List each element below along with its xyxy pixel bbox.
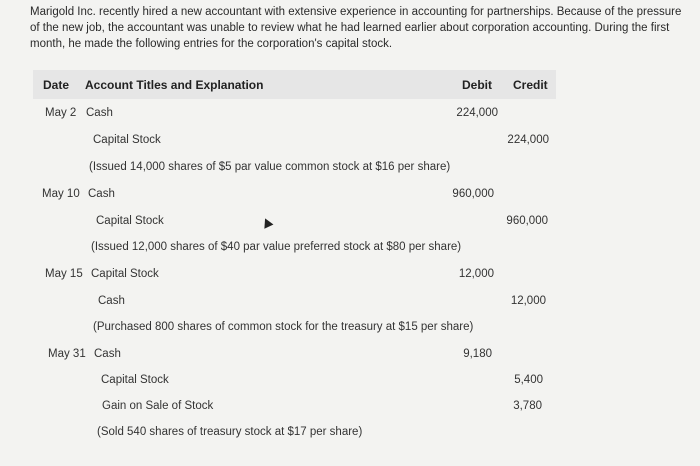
entry-explanation: (Issued 14,000 shares of $5 par value common stock at $16 per share) [89, 161, 451, 173]
entry-explanation: (Sold 540 shares of treasury stock at $17 per share) [97, 426, 363, 438]
journal-header [33, 70, 556, 99]
credit-account: Capital Stock [101, 374, 169, 386]
debit-amount: 224,000 [456, 107, 498, 119]
debit-account: Cash [86, 107, 113, 119]
credit-amount: 224,000 [507, 134, 549, 146]
entry-explanation: (Issued 12,000 shares of $40 par value preferred stock at $80 per share) [91, 241, 462, 253]
credit-amount: 12,000 [510, 295, 546, 307]
entry-date: May 15 [45, 268, 83, 280]
credit-amount: 3,780 [513, 400, 542, 412]
entry-date: May 31 [48, 348, 86, 360]
debit-account: Capital Stock [91, 268, 159, 280]
entry-date: May 2 [45, 107, 77, 119]
credit-account: Capital Stock [96, 215, 164, 227]
problem-text: Marigold Inc. recently hired a new accountant with extensive experience in accounting for partnerships. Because of the pressure of the new job, the accountant was unable to review what he had learned earlier about corporation accounting. During the first month, he made the following entries for the corporation's capital stock. [30, 6, 682, 50]
debit-amount: 12,000 [458, 268, 494, 280]
credit-account: Cash [98, 295, 125, 307]
credit-column-header: Credit [513, 78, 548, 92]
date-column-header: Date [43, 78, 70, 92]
debit-column-header: Debit [462, 78, 492, 92]
debit-account: Cash [94, 348, 121, 360]
credit-account: Capital Stock [93, 134, 161, 146]
entry-explanation: (Purchased 800 shares of common stock for the treasury at $15 per share) [93, 321, 474, 333]
credit-amount: 960,000 [506, 215, 548, 227]
debit-amount: 9,180 [463, 348, 492, 360]
entry-date: May 10 [42, 188, 80, 200]
mouse-cursor-icon [261, 216, 274, 228]
debit-account: Cash [88, 188, 115, 200]
account-column-header: Account Titles and Explanation [85, 78, 264, 92]
credit-amount: 5,400 [514, 374, 543, 386]
credit-account: Gain on Sale of Stock [102, 400, 214, 412]
debit-amount: 960,000 [452, 188, 494, 200]
